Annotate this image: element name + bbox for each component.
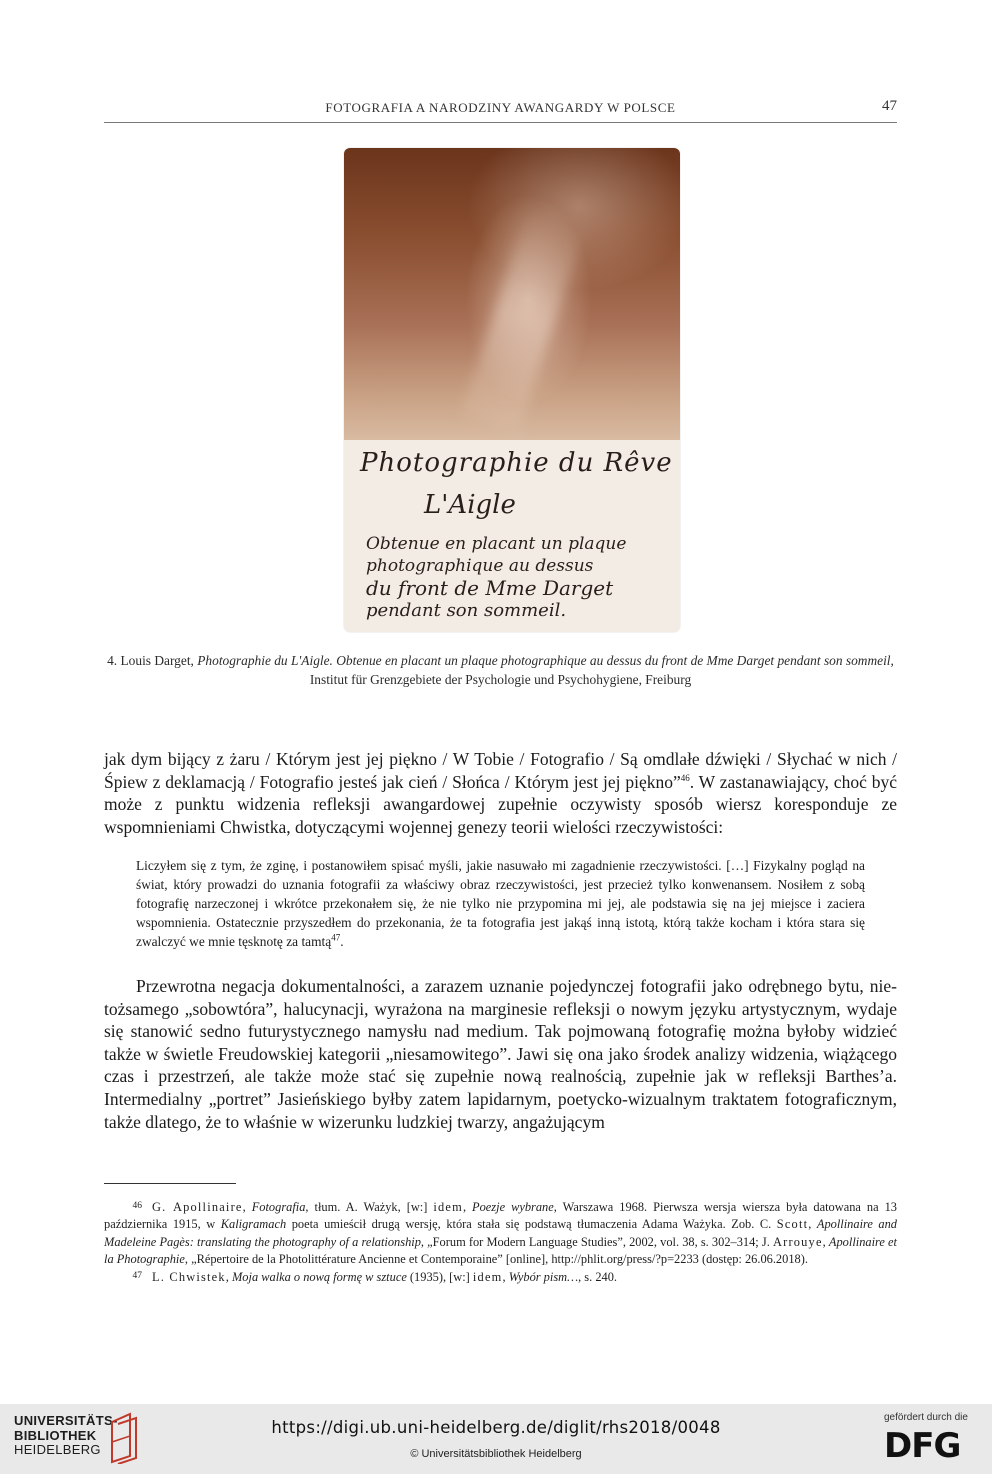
footnote-text: ,	[822, 1234, 829, 1249]
footnote-author: Scott	[776, 1217, 809, 1232]
footnote-author: Arrouye	[772, 1234, 823, 1249]
footnote-text: ,	[225, 1270, 232, 1285]
footnote-book: Poezje wybrane	[472, 1200, 554, 1214]
footnote-47	[104, 1268, 897, 1286]
footnote-text: , s. 240.	[578, 1270, 618, 1285]
footnote-text: ,	[462, 1200, 473, 1214]
footnote-text: ,	[242, 1200, 252, 1214]
footnote-text: (1935), [w:]	[406, 1270, 473, 1285]
footnote-title: Fotografia	[251, 1200, 306, 1214]
running-title: FOTOGRAFIA A NARODZINY AWANGARDY W POLSCE	[325, 100, 676, 115]
footnote-text: , „Forum for Modern Language Studies”, 2002, vol. 38, s. 302–314; J.	[420, 1234, 773, 1249]
footnote-book: Wybór pism…	[508, 1270, 579, 1285]
logo-line-3: HEIDELBERG	[14, 1442, 101, 1457]
handwriting-subtitle: L'Aigle	[424, 490, 516, 520]
caption-prefix: 4. Louis Darget,	[107, 653, 198, 668]
photo-light-streak	[461, 204, 586, 432]
photo-image-area	[344, 148, 680, 440]
handwriting-line-2: photographique au dessus	[366, 556, 594, 576]
footnote-author: L. Chwistek	[152, 1270, 226, 1285]
funded-by-label: gefördert durch die	[884, 1412, 968, 1423]
footnote-title: Moja walka o nową formę w sztuce	[231, 1270, 407, 1285]
footnotes	[104, 1198, 897, 1286]
paragraph-text: . W zastanawiający, choć być może z punktu widzenia refleksji awangardowej zupełnie oczywisty sposób wiersz koresponduje ze wspomnieniami Chwistka, dotyczącymi wojennej genezy teorii wielości rzeczywistości:	[104, 771, 897, 837]
footnote-text: , „Répertoire de la Photolittérature Ancienne et Contemporaine” [online], http://phlit.org/press/?p=2233 (dostęp: 26.06.2018).	[184, 1251, 808, 1266]
footnote-author: G. Apollinaire	[152, 1200, 243, 1214]
handwriting-line-1: Obtenue en placant un plaque	[366, 534, 627, 554]
footnote-number: 46	[132, 1201, 142, 1211]
footnote-ref-47[interactable]: 47	[331, 932, 341, 943]
handwriting-line-4: pendant son sommeil.	[366, 600, 567, 621]
figure-photograph	[344, 148, 680, 632]
footnote-number: 47	[132, 1271, 142, 1282]
footnote-kaligramy: Kaligramach	[220, 1217, 287, 1232]
footnote-idem: idem	[472, 1270, 503, 1285]
footnote-separator	[104, 1183, 236, 1184]
paragraph-text: Przewrotna negacja dokumentalności, a zarazem uznanie pojedynczej fotografii jako odrębnego bytu, nie-tożsamego „sobowtóra”, halucynacji, wyrażona na marginesie refleksji o nowym języku artystycznym, wydaje się stanowić sedno futurystycznego namysłu nad medium. Tak pojmowaną fotografię można byłoby widzieć także w świetle Freudowskiej kategorii „niesamowitego”. Jawi się ona jako środek analizy widzenia, wiążącego czas i przestrzeń, ale także może stać się zupełnie nową realnością, zupełnie jak w refleksji Barthes’a. Intermedialny „portret” Jasieńskiego byłby zatem lapidarnym, poetycko-wizualnym traktatem fotograficznym, także dlatego, że to właśnie w wizerunku ludzkiej twarzy, angażującym	[104, 976, 897, 1132]
footnote-title: Apollinaire et la Photographie	[104, 1234, 898, 1266]
quote-end: .	[340, 934, 344, 949]
copyright-notice: © Universitätsbibliothek Heidelberg	[410, 1448, 582, 1460]
quote-text: Liczyłem się z tym, że zginę, i postanowiłem spisać myśli, jakie nasuwało mi zagadnienie rzeczywistości. […] Fizykalny pogląd na świat, który prowadzi do uznania fotografii za właściwy obraz rzeczywistości, jest przecież tylko konwenansem. Nosiłem z sobą fotografię narzeczonej i wkrótce przekonałem się, że nie tylko nie przypomina mi jej, ale podstawia się na jej miejsce i zaciera wspomnienia. Ostatecznie przyszedłem do przekonania, że ta fotografia jest jakąś inną istotą, którą także kocham i która stara się zwalczyć we mnie tęsknotę za tamtą	[136, 858, 865, 949]
paragraph-text: jak dym bijący z żaru / Którym jest jej piękno / W Tobie / Fotografio / Są omdlałe dźwięki / Słychać w nich / Śpiew z deklamacją / Fotografio jesteś jak cień / Słońca / Którym jest jej piękno”	[104, 749, 897, 792]
body-paragraph-2	[104, 975, 897, 1133]
dfg-logo[interactable]: DFG	[884, 1426, 961, 1466]
footnote-text: , Warszawa 1968. Pierwsza wersja wiersza była datowana na 13 października 1915, w	[104, 1200, 897, 1232]
footnote-idem: idem	[433, 1200, 463, 1214]
handwriting-line-3: du front de Mme Darget	[366, 576, 614, 600]
running-head	[104, 100, 897, 123]
handwritten-card	[344, 440, 680, 632]
footnote-text: , tłum. A. Ważyk, [w:]	[305, 1200, 434, 1214]
footnote-text: ,	[502, 1270, 509, 1285]
footnote-ref-46[interactable]: 46	[680, 772, 690, 783]
footnote-text: poeta umieścił drugą wersję, która stała się podstawą tłumaczenia Adama Ważyka. Zob. C.	[286, 1217, 777, 1232]
document-url-link[interactable]: https://digi.ub.uni-heidelberg.de/diglit/rhs2018/0048	[271, 1418, 721, 1437]
footnote-46	[104, 1198, 897, 1268]
footnote-text: ,	[808, 1217, 817, 1232]
footnote-title: Apollinaire and Madeleine Pagès: translating the photography of a relationship	[104, 1217, 897, 1249]
figure-caption	[104, 651, 897, 689]
body-paragraph-1	[104, 748, 897, 838]
handwriting-title: Photographie du Rêve	[360, 448, 673, 478]
caption-italic-title: Photographie du L'Aigle. Obtenue en placant un plaque photographique au dessus du front de Mme Darget pendant son sommeil	[197, 653, 891, 668]
block-quote	[136, 856, 865, 951]
caption-suffix: , Institut für Grenzgebiete der Psychologie und Psychohygiene, Freiburg	[309, 653, 894, 687]
logo-line-2: BIBLIOTHEK	[14, 1427, 97, 1443]
logo-line-1: UNIVERSITÄTS-	[14, 1413, 118, 1428]
footer-bar	[0, 1404, 992, 1474]
page-number: 47	[882, 98, 897, 114]
